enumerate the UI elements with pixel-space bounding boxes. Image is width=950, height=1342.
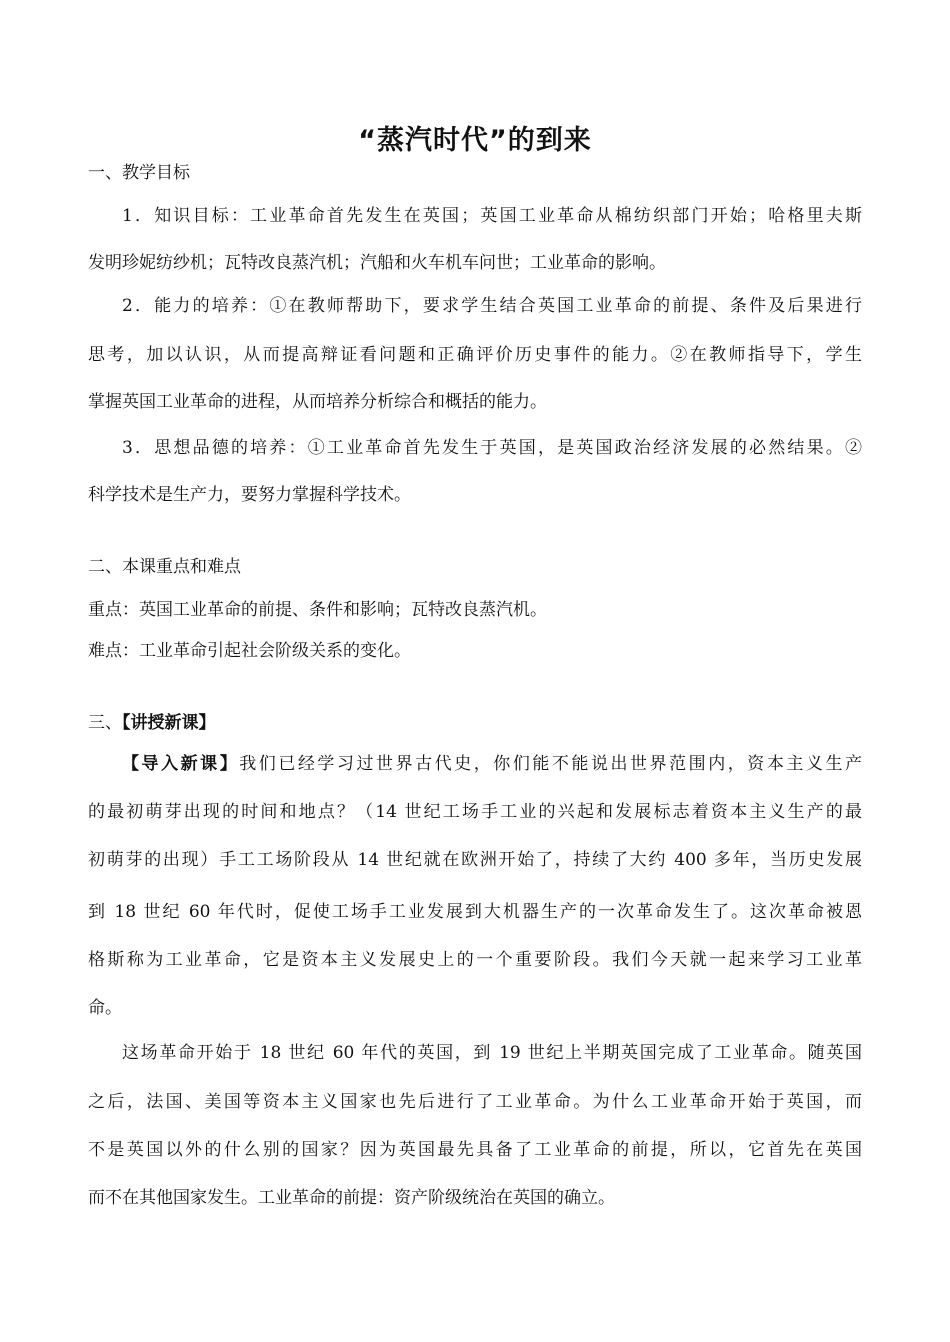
body-line: 这场革命开始于 18 世纪 60 年代的英国，到 19 世纪上半期英国完成了工业革命。随英国 (122, 1043, 862, 1063)
body-line: 之后，法国、美国等资本主义国家也先后进行了工业革命。为什么工业革命开始于英国，而 (88, 1092, 862, 1112)
body-line: 不是英国以外的什么别的国家？因为英国最先具备了工业革命的前提，所以，它首先在英国 (88, 1140, 862, 1160)
goal-ability-line: 思考，加以认识，从而提高辩证看问题和正确评价历史事件的能力。②在教师指导下，学生 (88, 345, 862, 365)
intro-line: 格斯称为工业革命，它是资本主义发展史上的一个重要阶段。我们今天就一起来学习工业革 (88, 950, 862, 970)
goal-knowledge-line: 1．知识目标：工业革命首先发生在英国；英国工业革命从棉纺织部门开始；哈格里夫斯 (122, 206, 862, 226)
section-2-heading: 二、本课重点和难点 (88, 557, 241, 577)
intro-line: 到 18 世纪 60 年代时，促使工场手工业发展到大机器生产的一次革命发生了。这次革命被恩 (88, 902, 862, 922)
intro-label: 【导入新课】 (122, 754, 240, 774)
intro-line: 的最初萌芽出现的时间和地点？（14 世纪工场手工业的兴起和发展标志着资本主义生产的最 (88, 802, 862, 822)
section-3-title: 【讲授新课】 (122, 713, 216, 733)
difficult-point: 难点：工业革命引起社会阶级关系的变化。 (88, 641, 411, 661)
goal-morality-line: 科学技术是生产力，要努力掌握科学技术。 (88, 485, 411, 505)
section-3-heading (88, 708, 216, 733)
body-line: 而不在其他国家发生。工业革命的前提：资产阶级统治在英国的确立。 (88, 1188, 615, 1208)
section-3-number: 三、 (88, 713, 122, 733)
goal-knowledge-line: 发明珍妮纺纱机；瓦特改良蒸汽机；汽船和火车机车问世；工业革命的影响。 (88, 253, 666, 273)
intro-text: 我们已经学习过世界古代史，你们能不能说出世界范围内，资本主义生产 (239, 754, 863, 774)
goal-morality-line: 3．思想品德的培养：①工业革命首先发生于英国，是英国政治经济发展的必然结果。② (122, 438, 862, 458)
intro-line: 初萌芽的出现）手工工场阶段从 14 世纪就在欧洲开始了，持续了大约 400 多年，当历史发展 (88, 850, 862, 870)
intro-line: 命。 (88, 998, 122, 1018)
intro-line (122, 749, 862, 774)
document-title: “蒸汽时代”的到来 (358, 125, 592, 156)
goal-ability-line: 2．能力的培养：①在教师帮助下，要求学生结合英国工业革命的前提、条件及后果进行 (122, 296, 862, 316)
key-point: 重点：英国工业革命的前提、条件和影响；瓦特改良蒸汽机。 (88, 600, 547, 620)
goal-ability-line: 掌握英国工业革命的进程，从而培养分析综合和概括的能力。 (88, 392, 547, 412)
section-1-heading: 一、教学目标 (88, 163, 190, 183)
